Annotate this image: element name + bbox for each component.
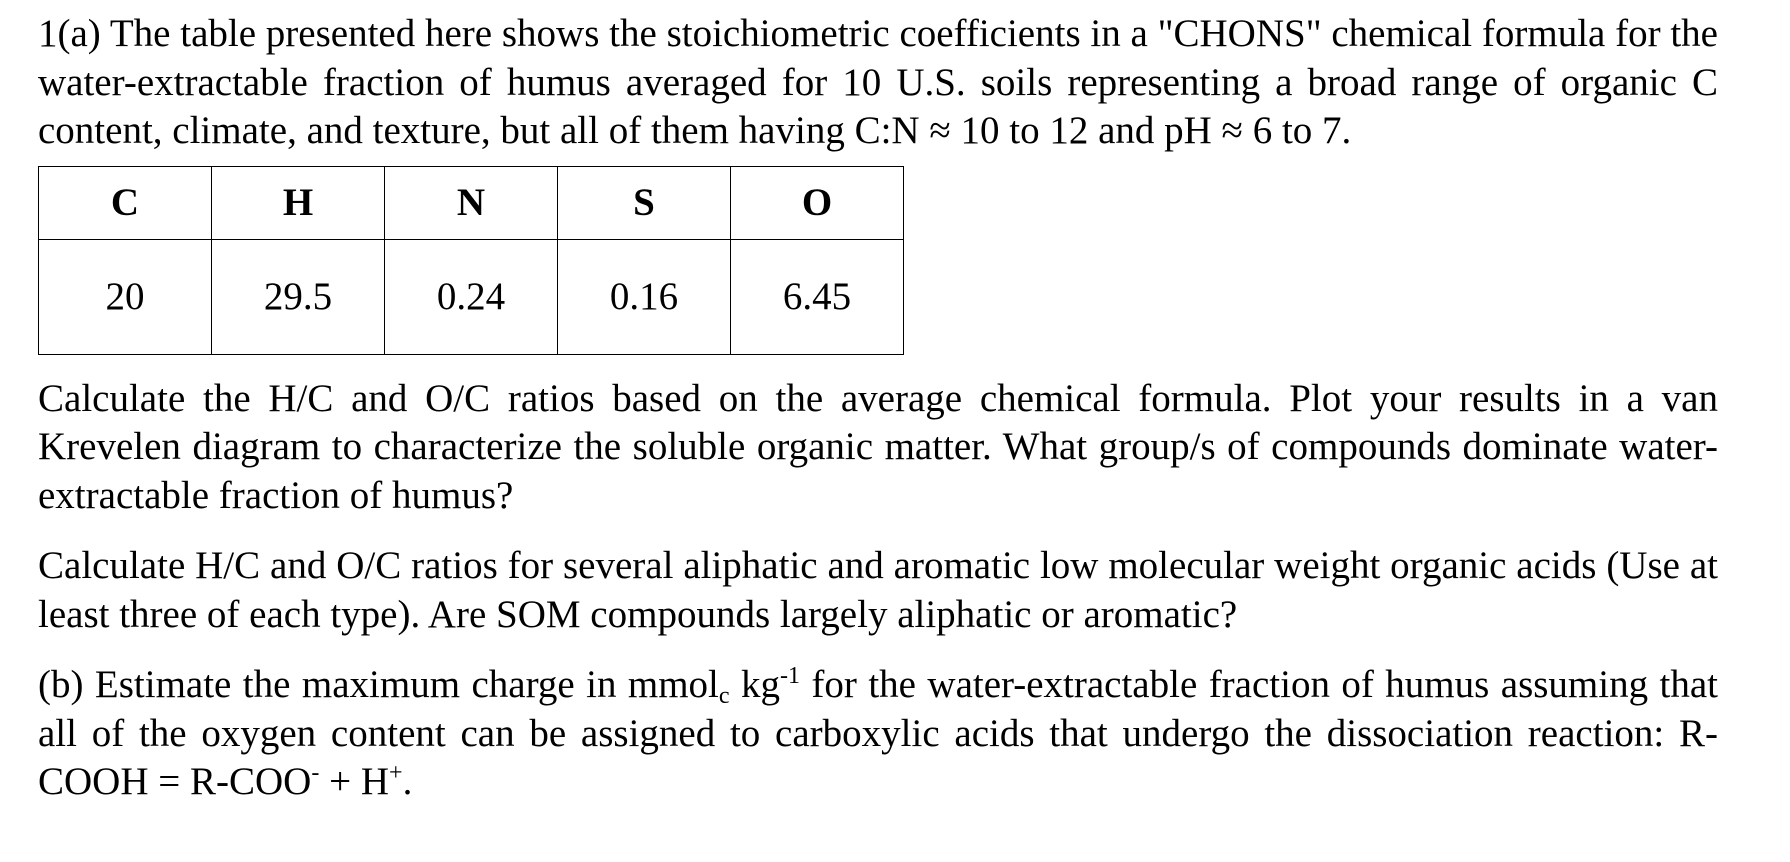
value-s: 0.16: [558, 239, 731, 354]
value-n: 0.24: [385, 239, 558, 354]
q3-sub-c: c: [718, 683, 730, 709]
header-s: S: [558, 166, 731, 239]
question-1-paragraph: Calculate the H/C and O/C ratios based on the average chemical formula. Plot your results in a van Krevelen diagram to characterize the soluble organic matter. What group/s of compounds dominate water-extractable fraction of humus?: [38, 376, 1718, 517]
q3-sup-neg1: -1: [779, 663, 800, 689]
q3-sup-plus: +: [389, 760, 403, 786]
header-c: C: [39, 166, 212, 239]
q3-part-a: (b) Estimate the maximum charge in mmol: [38, 663, 719, 706]
table-row: [39, 239, 904, 354]
question-2-paragraph: Calculate H/C and O/C ratios for several aliphatic and aromatic low molecular weight organic acids (Use at least three of each type). Are SOM compounds largely aliphatic or aromatic?: [38, 544, 1718, 636]
header-n: N: [385, 166, 558, 239]
chons-table: [38, 166, 904, 355]
q3-part-c: for the water-extractable fraction of humus assuming that all of the oxygen content can be assigned to carboxylic acids that undergo the dissociation reaction: R-COOH = R-COO: [38, 663, 1719, 803]
value-o: 6.45: [731, 239, 904, 354]
intro-paragraph: 1(a) The table presented here shows the stoichiometric coefficients in a "CHONS" chemical formula for the water-extractable fraction of humus averaged for 10 U.S. soils representing a broad range of organic C content, climate, and texture, but all of them having C:N ≈ 10 to 12 and pH ≈ 6 to 7.: [38, 12, 1718, 152]
q3-part-b: kg: [729, 663, 780, 706]
value-h: 29.5: [212, 239, 385, 354]
q3-part-e: .: [402, 760, 413, 803]
q3-sup-minus: -: [311, 760, 320, 786]
question-3-paragraph: [38, 661, 1718, 807]
value-c: 20: [39, 239, 212, 354]
table-header-row: [39, 166, 904, 239]
q3-part-d: + H: [319, 760, 390, 803]
header-h: H: [212, 166, 385, 239]
document: [38, 10, 1718, 807]
header-o: O: [731, 166, 904, 239]
